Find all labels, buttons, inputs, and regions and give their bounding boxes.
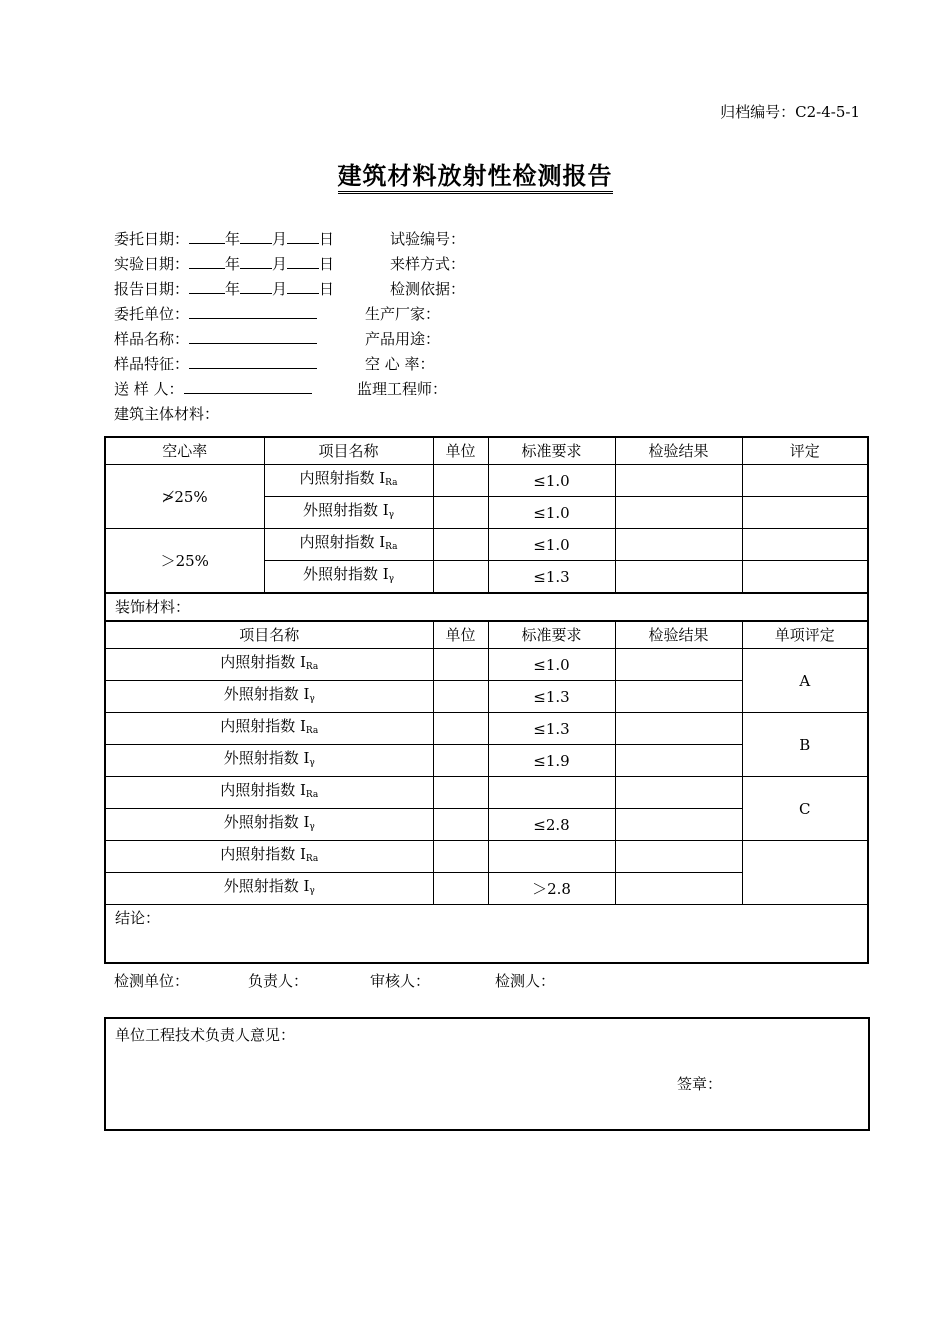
main-header-row (105, 437, 868, 465)
standard-cell: ＞2.8 (488, 873, 615, 905)
item-name-cell: 外照射指数 $I_\gamma$ (105, 745, 433, 777)
deco-header-result: 检验结果 (615, 621, 742, 649)
unit-cell[interactable] (433, 497, 488, 529)
test-day-blank[interactable] (287, 254, 319, 269)
unit-cell[interactable] (433, 465, 488, 497)
result-cell[interactable] (615, 497, 742, 529)
header-item-name: 项目名称 (264, 437, 433, 465)
standard-cell: ≤1.9 (488, 745, 615, 777)
report-date-row (114, 278, 334, 299)
hollow-rate-cell: ≯25% (105, 465, 264, 529)
item-name-cell: 内照射指数 $I_{Ra}$ (264, 465, 433, 497)
deco-header-grade: 单项评定 (742, 621, 868, 649)
result-cell[interactable] (615, 649, 742, 681)
product-use-label: 产品用途： (365, 330, 441, 348)
conclusion-label: 结论： (115, 909, 161, 927)
conclusion-cell[interactable] (105, 905, 868, 964)
standard-cell: ≤1.0 (488, 497, 615, 529)
result-cell[interactable] (615, 681, 742, 713)
sample-name-label: 样品名称： (114, 330, 190, 348)
test-month-blank[interactable] (240, 254, 272, 269)
evaluation-cell[interactable] (742, 497, 868, 529)
sample-name-row (114, 328, 317, 349)
unit-cell[interactable] (433, 777, 488, 809)
result-cell[interactable] (615, 777, 742, 809)
commission-unit-blank[interactable] (189, 304, 317, 319)
table-row (105, 841, 868, 873)
sender-label: 送 样 人： (114, 380, 184, 398)
archive-number: 归档编号：C2-4-5-1 (720, 103, 860, 121)
unit-cell[interactable] (433, 873, 488, 905)
header-result: 检验结果 (615, 437, 742, 465)
decoration-label: 装饰材料： (105, 593, 868, 621)
commission-date-row (114, 228, 334, 249)
day-text: 日 (319, 255, 335, 273)
commission-year-blank[interactable] (189, 229, 225, 244)
item-name-cell: 内照射指数 $I_{Ra}$ (105, 713, 433, 745)
unit-cell[interactable] (433, 561, 488, 594)
technical-opinion-box[interactable] (104, 1017, 870, 1131)
result-cell[interactable] (615, 841, 742, 873)
item-name-cell: 内照射指数 $I_{Ra}$ (105, 841, 433, 873)
report-day-blank[interactable] (287, 279, 319, 294)
standard-cell (488, 777, 615, 809)
sample-feature-blank[interactable] (189, 354, 317, 369)
header-unit: 单位 (433, 437, 488, 465)
deco-header-standard: 标准要求 (488, 621, 615, 649)
hollow-rate-cell: ＞25% (105, 529, 264, 594)
test-basis-label: 检测依据： (390, 280, 466, 298)
hollow-rate-label: 空 心 率： (365, 355, 435, 373)
sender-blank[interactable] (184, 379, 312, 394)
reviewer-label: 审核人： (370, 972, 431, 990)
unit-cell[interactable] (433, 745, 488, 777)
header-evaluation: 评定 (742, 437, 868, 465)
evaluation-cell[interactable] (742, 529, 868, 561)
result-cell[interactable] (615, 809, 742, 841)
person-in-charge-label: 负责人： (248, 972, 309, 990)
item-name-cell: 外照射指数 $I_\gamma$ (105, 873, 433, 905)
item-name-cell: 外照射指数 $I_\gamma$ (264, 497, 433, 529)
supervisor-label: 监理工程师： (357, 380, 448, 398)
test-no-label: 试验编号： (390, 230, 466, 248)
decoration-header-row (105, 621, 868, 649)
month-text: 月 (272, 255, 288, 273)
day-text: 日 (319, 280, 335, 298)
decoration-label-row (105, 593, 868, 621)
tester-label: 检测人： (495, 972, 556, 990)
test-date-row (114, 253, 334, 274)
month-text: 月 (272, 280, 288, 298)
opinion-label: 单位工程技术负责人意见： (115, 1026, 296, 1044)
standard-cell: ≤1.3 (488, 713, 615, 745)
item-name-cell: 外照射指数 $I_\gamma$ (264, 561, 433, 594)
header-standard: 标准要求 (488, 437, 615, 465)
radioactivity-table (104, 436, 869, 964)
unit-cell[interactable] (433, 713, 488, 745)
table-row (105, 465, 868, 497)
table-row (105, 713, 868, 745)
grade-cell: B (742, 713, 868, 777)
grade-cell: C (742, 777, 868, 841)
standard-cell: ≤1.0 (488, 465, 615, 497)
commission-date-label: 委托日期： (114, 230, 190, 248)
standard-cell: ≤2.8 (488, 809, 615, 841)
result-cell[interactable] (615, 465, 742, 497)
main-material-label: 建筑主体材料： (114, 405, 220, 423)
table-row (105, 777, 868, 809)
sender-row (114, 378, 312, 399)
result-cell[interactable] (615, 873, 742, 905)
grade-cell: A (742, 649, 868, 713)
year-text: 年 (225, 230, 241, 248)
sample-feature-row (114, 353, 317, 374)
sample-feature-label: 样品特征： (114, 355, 190, 373)
deco-header-unit: 单位 (433, 621, 488, 649)
report-year-blank[interactable] (189, 279, 225, 294)
deco-header-item-name: 项目名称 (105, 621, 433, 649)
commission-unit-row (114, 303, 317, 324)
report-month-blank[interactable] (240, 279, 272, 294)
test-year-blank[interactable] (189, 254, 225, 269)
day-text: 日 (319, 230, 335, 248)
title-text: 建筑材料放射性检测报告 (338, 161, 613, 194)
commission-unit-label: 委托单位： (114, 305, 190, 323)
year-text: 年 (225, 255, 241, 273)
result-cell[interactable] (615, 529, 742, 561)
conclusion-row (105, 905, 868, 964)
page-title (0, 156, 950, 191)
result-cell[interactable] (615, 745, 742, 777)
report-date-label: 报告日期： (114, 280, 190, 298)
table-row (105, 529, 868, 561)
result-cell[interactable] (615, 713, 742, 745)
commission-month-blank[interactable] (240, 229, 272, 244)
item-name-cell: 内照射指数 $I_{Ra}$ (105, 777, 433, 809)
result-cell[interactable] (615, 561, 742, 594)
evaluation-cell[interactable] (742, 561, 868, 594)
standard-cell (488, 841, 615, 873)
item-name-cell: 内照射指数 $I_{Ra}$ (105, 649, 433, 681)
test-unit-label: 检测单位： (114, 972, 190, 990)
commission-day-blank[interactable] (287, 229, 319, 244)
item-name-cell: 外照射指数 $I_\gamma$ (105, 681, 433, 713)
unit-cell[interactable] (433, 529, 488, 561)
month-text: 月 (272, 230, 288, 248)
header-hollow-rate: 空心率 (105, 437, 264, 465)
unit-cell[interactable] (433, 649, 488, 681)
grade-cell (742, 841, 868, 905)
unit-cell[interactable] (433, 841, 488, 873)
item-name-cell: 外照射指数 $I_\gamma$ (105, 809, 433, 841)
manufacturer-label: 生产厂家： (365, 305, 441, 323)
standard-cell: ≤1.0 (488, 529, 615, 561)
item-name-cell: 内照射指数 $I_{Ra}$ (264, 529, 433, 561)
evaluation-cell[interactable] (742, 465, 868, 497)
year-text: 年 (225, 280, 241, 298)
standard-cell: ≤1.0 (488, 649, 615, 681)
test-date-label: 实验日期： (114, 255, 190, 273)
unit-cell[interactable] (433, 809, 488, 841)
table-row (105, 649, 868, 681)
sampling-method-label: 来样方式： (390, 255, 466, 273)
seal-label: 签章： (677, 1075, 723, 1093)
standard-cell: ≤1.3 (488, 681, 615, 713)
unit-cell[interactable] (433, 681, 488, 713)
sample-name-blank[interactable] (189, 329, 317, 344)
standard-cell: ≤1.3 (488, 561, 615, 594)
